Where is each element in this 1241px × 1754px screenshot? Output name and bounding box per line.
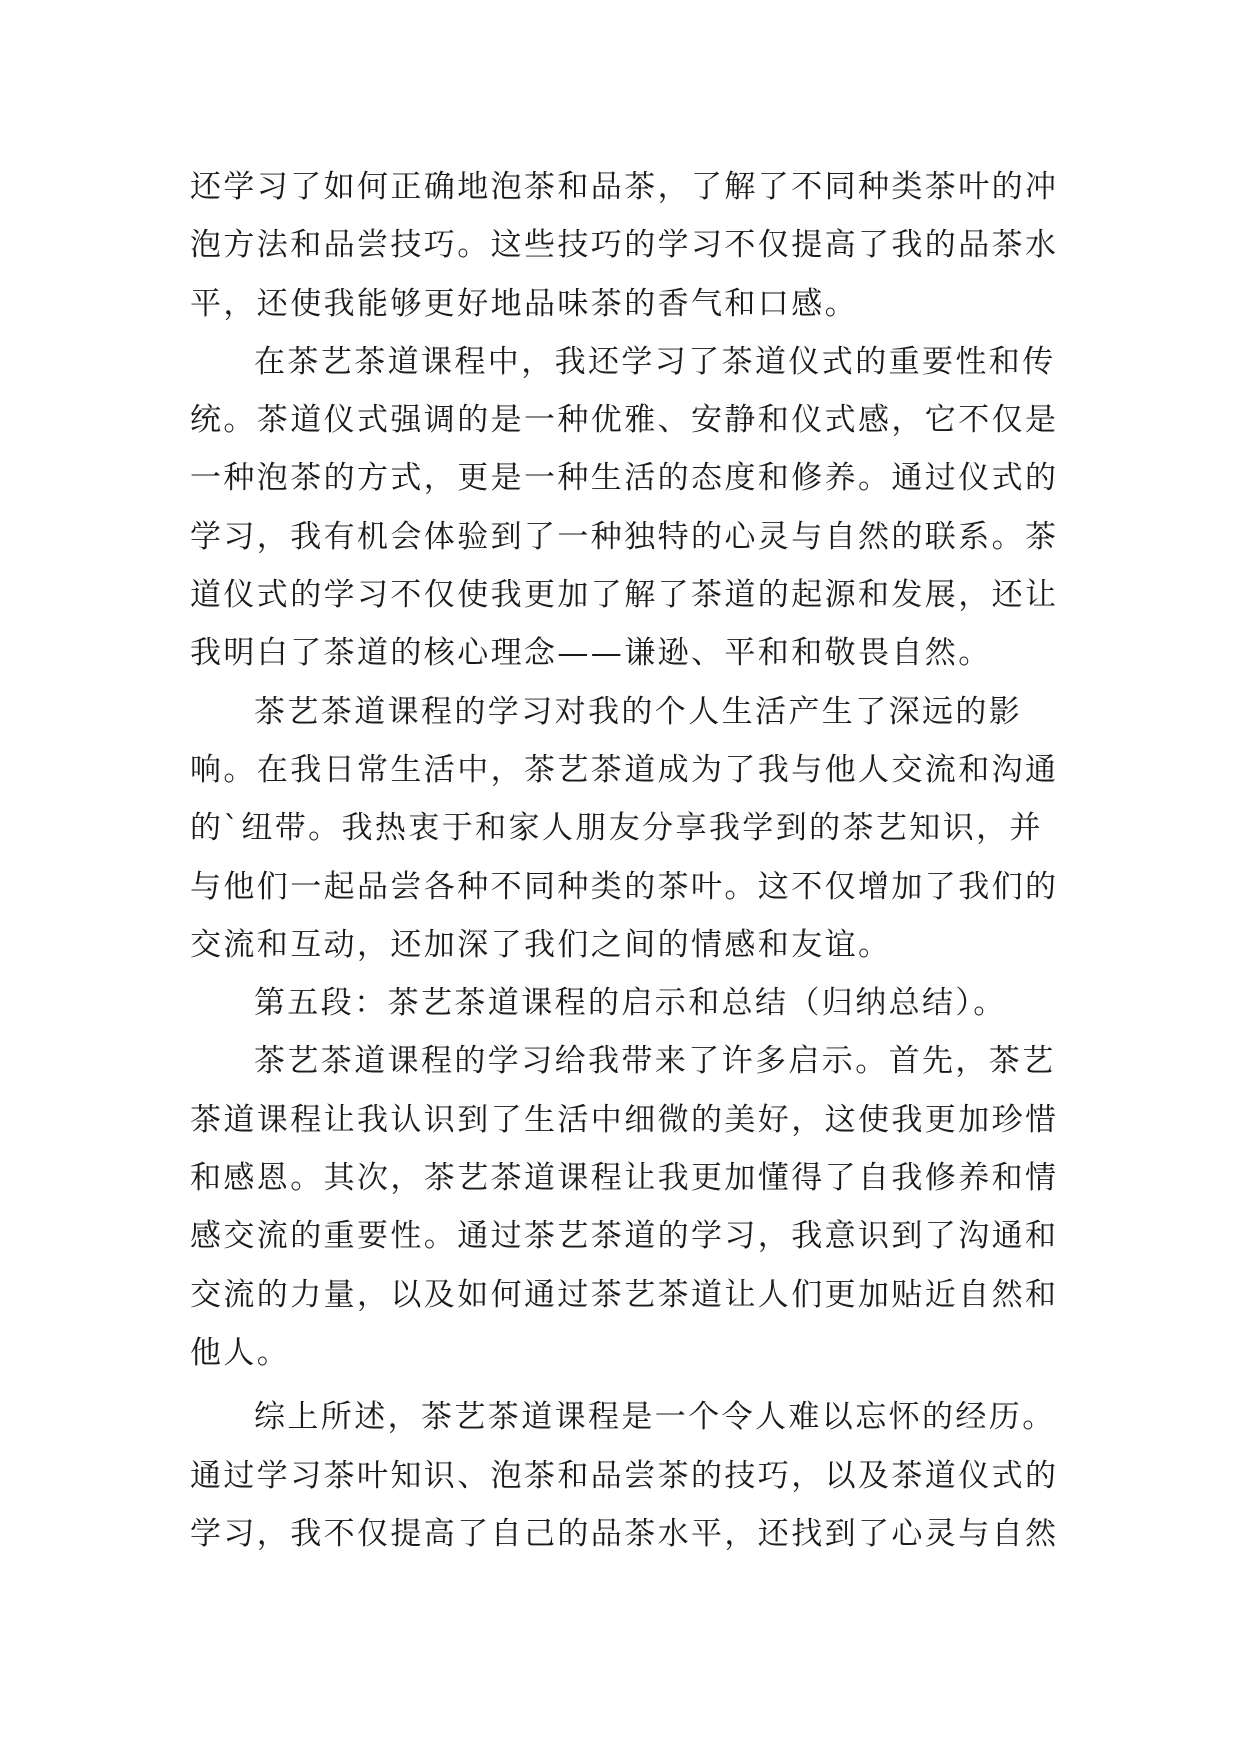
- text-line: 感交流的重要性。通过茶艺茶道的学习，我意识到了沟通和: [190, 1218, 1059, 1255]
- text-line: 一种泡茶的方式，更是一种生活的态度和修养。通过仪式的: [190, 460, 1059, 497]
- text-line: 交流和互动，还加深了我们之间的情感和友谊。: [190, 926, 892, 963]
- text-line: 交流的力量，以及如何通过茶艺茶道让人们更加贴近自然和: [190, 1276, 1059, 1313]
- body-text: [190, 158, 1070, 1563]
- text-line: 学习，我有机会体验到了一种独特的心灵与自然的联系。茶: [190, 518, 1059, 555]
- text-line: 我明白了茶道的核心理念——谦逊、平和和敬畏自然。: [190, 635, 992, 672]
- text-line: 茶艺茶道课程的学习给我带来了许多启示。首先，茶艺: [254, 1043, 1056, 1080]
- text-line: 在茶艺茶道课程中，我还学习了茶道仪式的重要性和传: [254, 343, 1056, 380]
- text-line: 的`纽带。我热衷于和家人朋友分享我学到的茶艺知识，并: [190, 810, 1043, 847]
- text-line: 与他们一起品尝各种不同种类的茶叶。这不仅增加了我们的: [190, 868, 1059, 905]
- text-line: 平，还使我能够更好地品味茶的香气和口感。: [190, 285, 858, 322]
- text-line: 通过学习茶叶知识、泡茶和品尝茶的技巧，以及茶道仪式的: [190, 1457, 1059, 1494]
- text-line: 响。在我日常生活中，茶艺茶道成为了我与他人交流和沟通: [190, 751, 1059, 788]
- text-line: 泡方法和品尝技巧。这些技巧的学习不仅提高了我的品茶水: [190, 227, 1059, 264]
- text-line: 还学习了如何正确地泡茶和品茶，了解了不同种类茶叶的冲: [190, 169, 1059, 205]
- text-line: 茶艺茶道课程的学习对我的个人生活产生了深远的影: [254, 693, 1023, 730]
- text-line: 茶道课程让我认识到了生活中细微的美好，这使我更加珍惜: [190, 1101, 1059, 1138]
- text-line: 他人。: [190, 1334, 291, 1371]
- text-line: 统。茶道仪式强调的是一种优雅、安静和仪式感，它不仅是: [190, 402, 1059, 439]
- text-line: 道仪式的学习不仅使我更加了解了茶道的起源和发展，还让: [190, 577, 1059, 614]
- section-heading: 第五段：茶艺茶道课程的启示和总结（归纳总结）。: [254, 985, 1007, 1022]
- text-line: 综上所述，茶艺茶道课程是一个令人难以忘怀的经历。: [254, 1399, 1056, 1436]
- text-line: 学习，我不仅提高了自己的品茶水平，还找到了心灵与自然: [190, 1515, 1059, 1552]
- text-line: 和感恩。其次，茶艺茶道课程让我更加懂得了自我修养和情: [190, 1160, 1059, 1197]
